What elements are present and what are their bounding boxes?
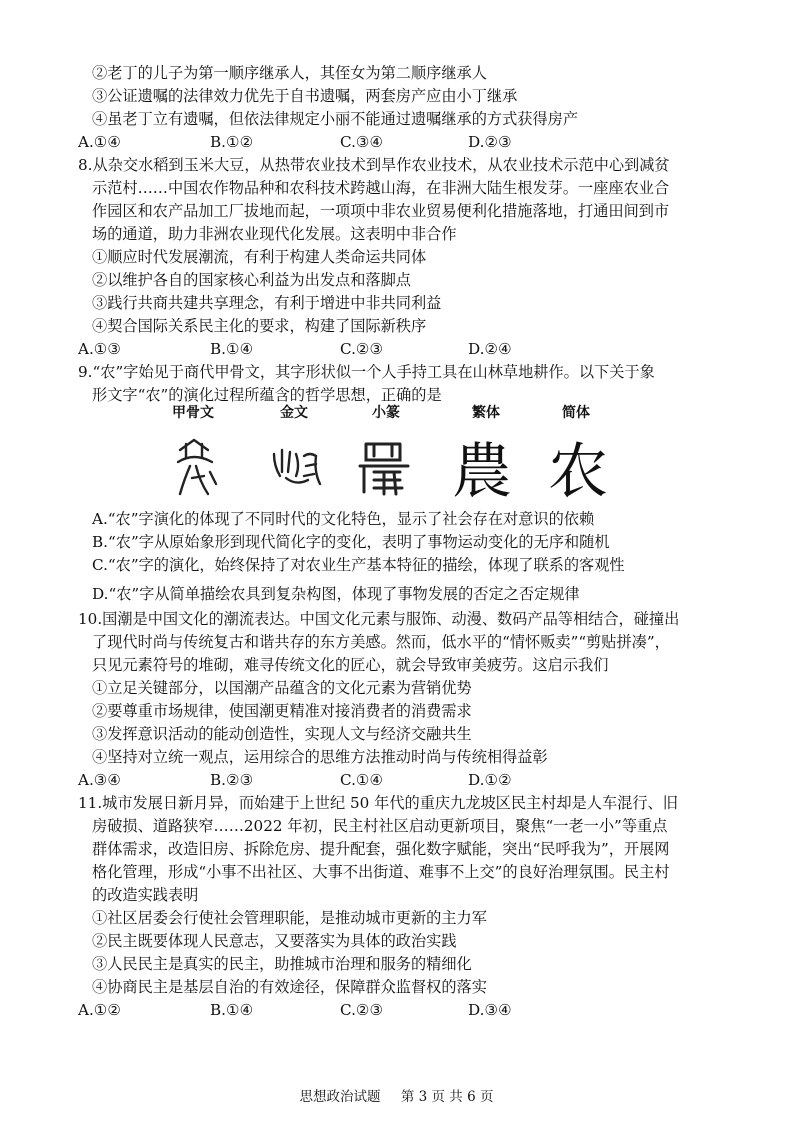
q8-stem-1: 8.从杂交水稻到玉米大豆，从热带农业技术到旱作农业技术，从农业技术示范中心到减贫 bbox=[78, 156, 670, 174]
q10-item-1: ①立足关键部分，以国潮产品蕴含的文化元素为营销优势 bbox=[92, 679, 472, 697]
q10-stem-2: 了现代时尚与传统复古和谐共存的东方美感。然而，低水平的“情怀贩卖”“剪贴拼凑”， bbox=[92, 633, 670, 651]
q8-choice-b: B.①④ bbox=[210, 340, 254, 358]
q11-stem-1: 11.城市发展日新月异，而始建于上世纪 50 年代的重庆九龙坡区民主村却是人车混行、旧 bbox=[78, 794, 678, 812]
q11-choice-c: C.②③ bbox=[340, 1001, 384, 1019]
footer-page-number: 第 3 页 共 6 页 bbox=[400, 1089, 494, 1105]
q7-choice-c: C.③④ bbox=[340, 133, 384, 151]
q8-item-3: ③践行共商共建共享理念，有利于增进中非共同利益 bbox=[92, 294, 442, 312]
q11-stem-5: 的改造实践表明 bbox=[92, 886, 199, 904]
q11-item-1: ①社区居委会行使社会管理职能，是推动城市更新的主力军 bbox=[92, 909, 487, 927]
q10-item-4: ④坚持对立统一观点，运用综合的思维方法推动时尚与传统相得益彰 bbox=[92, 748, 548, 766]
q10-item-3: ③发挥意识活动的能动创造性，实现人文与经济交融共生 bbox=[92, 725, 472, 743]
q11-stem-4: 格化管理，形成“小事不出社区、大事不出街道、难事不上交”的良好治理氛围。民主村 bbox=[92, 863, 670, 881]
q8-choice-d: D.②④ bbox=[468, 340, 512, 358]
q8-item-4: ④契合国际关系民主化的要求，构建了国际新秩序 bbox=[92, 317, 427, 335]
q9-option-d: D.“农”字从简单描绘农具到复杂构图，体现了事物发展的否定之否定规律 bbox=[92, 585, 580, 603]
q11-item-4: ④协商民主是基层自治的有效途径，保障群众监督权的落实 bbox=[92, 978, 487, 996]
q9-stem-1: 9.“农”字始见于商代甲骨文，其字形状似一个人手持工具在山林草地耕作。以下关于象 bbox=[78, 363, 655, 381]
q7-item-4: ④虽老丁立有遗嘱，但依法律规定小丽不能通过遗嘱继承的方式获得房产 bbox=[92, 110, 578, 128]
bronze-glyph bbox=[274, 450, 320, 484]
q7-choice-a: A.①④ bbox=[78, 133, 122, 151]
q7-item-2: ②老丁的儿子为第一顺序继承人，其侄女为第二顺序继承人 bbox=[92, 64, 487, 82]
traditional-glyph: 農 bbox=[452, 437, 512, 502]
nong-character-evolution bbox=[170, 432, 620, 502]
label-traditional: 繁体 bbox=[472, 405, 500, 421]
q8-stem-2: 示范村……中国农作物品种和农科技术跨越山海，在非洲大陆生根发芽。一座座农业合 bbox=[92, 179, 670, 197]
q8-item-1: ①顺应时代发展潮流，有利于构建人类命运共同体 bbox=[92, 248, 427, 266]
q7-item-3: ③公证遗嘱的法律效力优先于自书遗嘱，两套房产应由小丁继承 bbox=[92, 87, 518, 105]
page-footer bbox=[0, 1085, 793, 1105]
label-oracle-bone: 甲骨文 bbox=[172, 405, 214, 421]
q8-choice-c: C.②③ bbox=[340, 340, 384, 358]
q11-stem-2: 房破损、道路狭窄……2022 年初，民主村社区启动更新项目，聚焦“一老一小”等重点 bbox=[92, 817, 668, 835]
q9-option-c: C.“农”字的演化，始终保持了对农业生产基本特征的描绘，体现了联系的客观性 bbox=[92, 556, 625, 574]
simplified-glyph: 农 bbox=[548, 437, 608, 502]
label-bronze: 金文 bbox=[280, 405, 308, 421]
q9-option-b: B.“农”字从原始象形到现代简化字的变化，表明了事物运动变化的无序和随机 bbox=[92, 533, 610, 551]
q8-choice-a: A.①③ bbox=[78, 340, 122, 358]
oracle-bone-glyph bbox=[178, 440, 216, 494]
script-labels bbox=[162, 402, 622, 426]
q11-item-3: ③人民民主是真实的民主，助推城市治理和服务的精细化 bbox=[92, 955, 472, 973]
q10-stem-3: 只见元素符号的堆砌，难寻传统文化的匠心，就会导致审美疲劳。这启示我们 bbox=[92, 656, 609, 674]
q10-item-2: ②要尊重市场规律，使国潮更精准对接消费者的消费需求 bbox=[92, 702, 472, 720]
q10-choice-c: C.①④ bbox=[340, 771, 384, 789]
q9-option-a: A.“农”字演化的体现了不同时代的文化特色，显示了社会存在对意识的依赖 bbox=[92, 510, 595, 528]
q8-stem-4: 场的通道，助力非洲农业现代化发展。这表明中非合作 bbox=[92, 225, 457, 243]
q10-choice-a: A.③④ bbox=[78, 771, 122, 789]
q9-stem-2: 形文字“农”的演化过程所蕴含的哲学思想，正确的是 bbox=[92, 386, 442, 404]
q8-item-2: ②以维护各自的国家核心利益为出发点和落脚点 bbox=[92, 271, 411, 289]
label-small-seal: 小篆 bbox=[372, 405, 400, 421]
q11-item-2: ②民主既要体现人民意志，又要落实为具体的政治实践 bbox=[92, 932, 457, 950]
q10-choice-b: B.②③ bbox=[210, 771, 254, 789]
q11-choice-d: D.③④ bbox=[468, 1001, 512, 1019]
q10-choice-d: D.①② bbox=[468, 771, 512, 789]
q11-choice-a: A.①② bbox=[78, 1001, 122, 1019]
footer-subject: 思想政治试题 bbox=[299, 1089, 381, 1105]
q11-choice-b: B.①④ bbox=[210, 1001, 254, 1019]
label-simplified: 简体 bbox=[562, 405, 590, 421]
q7-choice-b: B.①② bbox=[210, 133, 254, 151]
q11-stem-3: 群体需求，改造旧房、拆除危房、提升配套，强化数字赋能，突出“民呼我为”，开展网 bbox=[92, 840, 670, 858]
q10-stem-1: 10.国潮是中国文化的潮流表达。中国文化元素与服饰、动漫、数码产品等相结合，碰撞出 bbox=[78, 610, 680, 628]
q8-stem-3: 作园区和农产品加工厂拔地而起，一项项中非农业贸易便利化措施落地，打通田间到市 bbox=[92, 202, 670, 220]
q7-choice-d: D.②③ bbox=[468, 133, 512, 151]
small-seal-glyph bbox=[360, 444, 408, 494]
